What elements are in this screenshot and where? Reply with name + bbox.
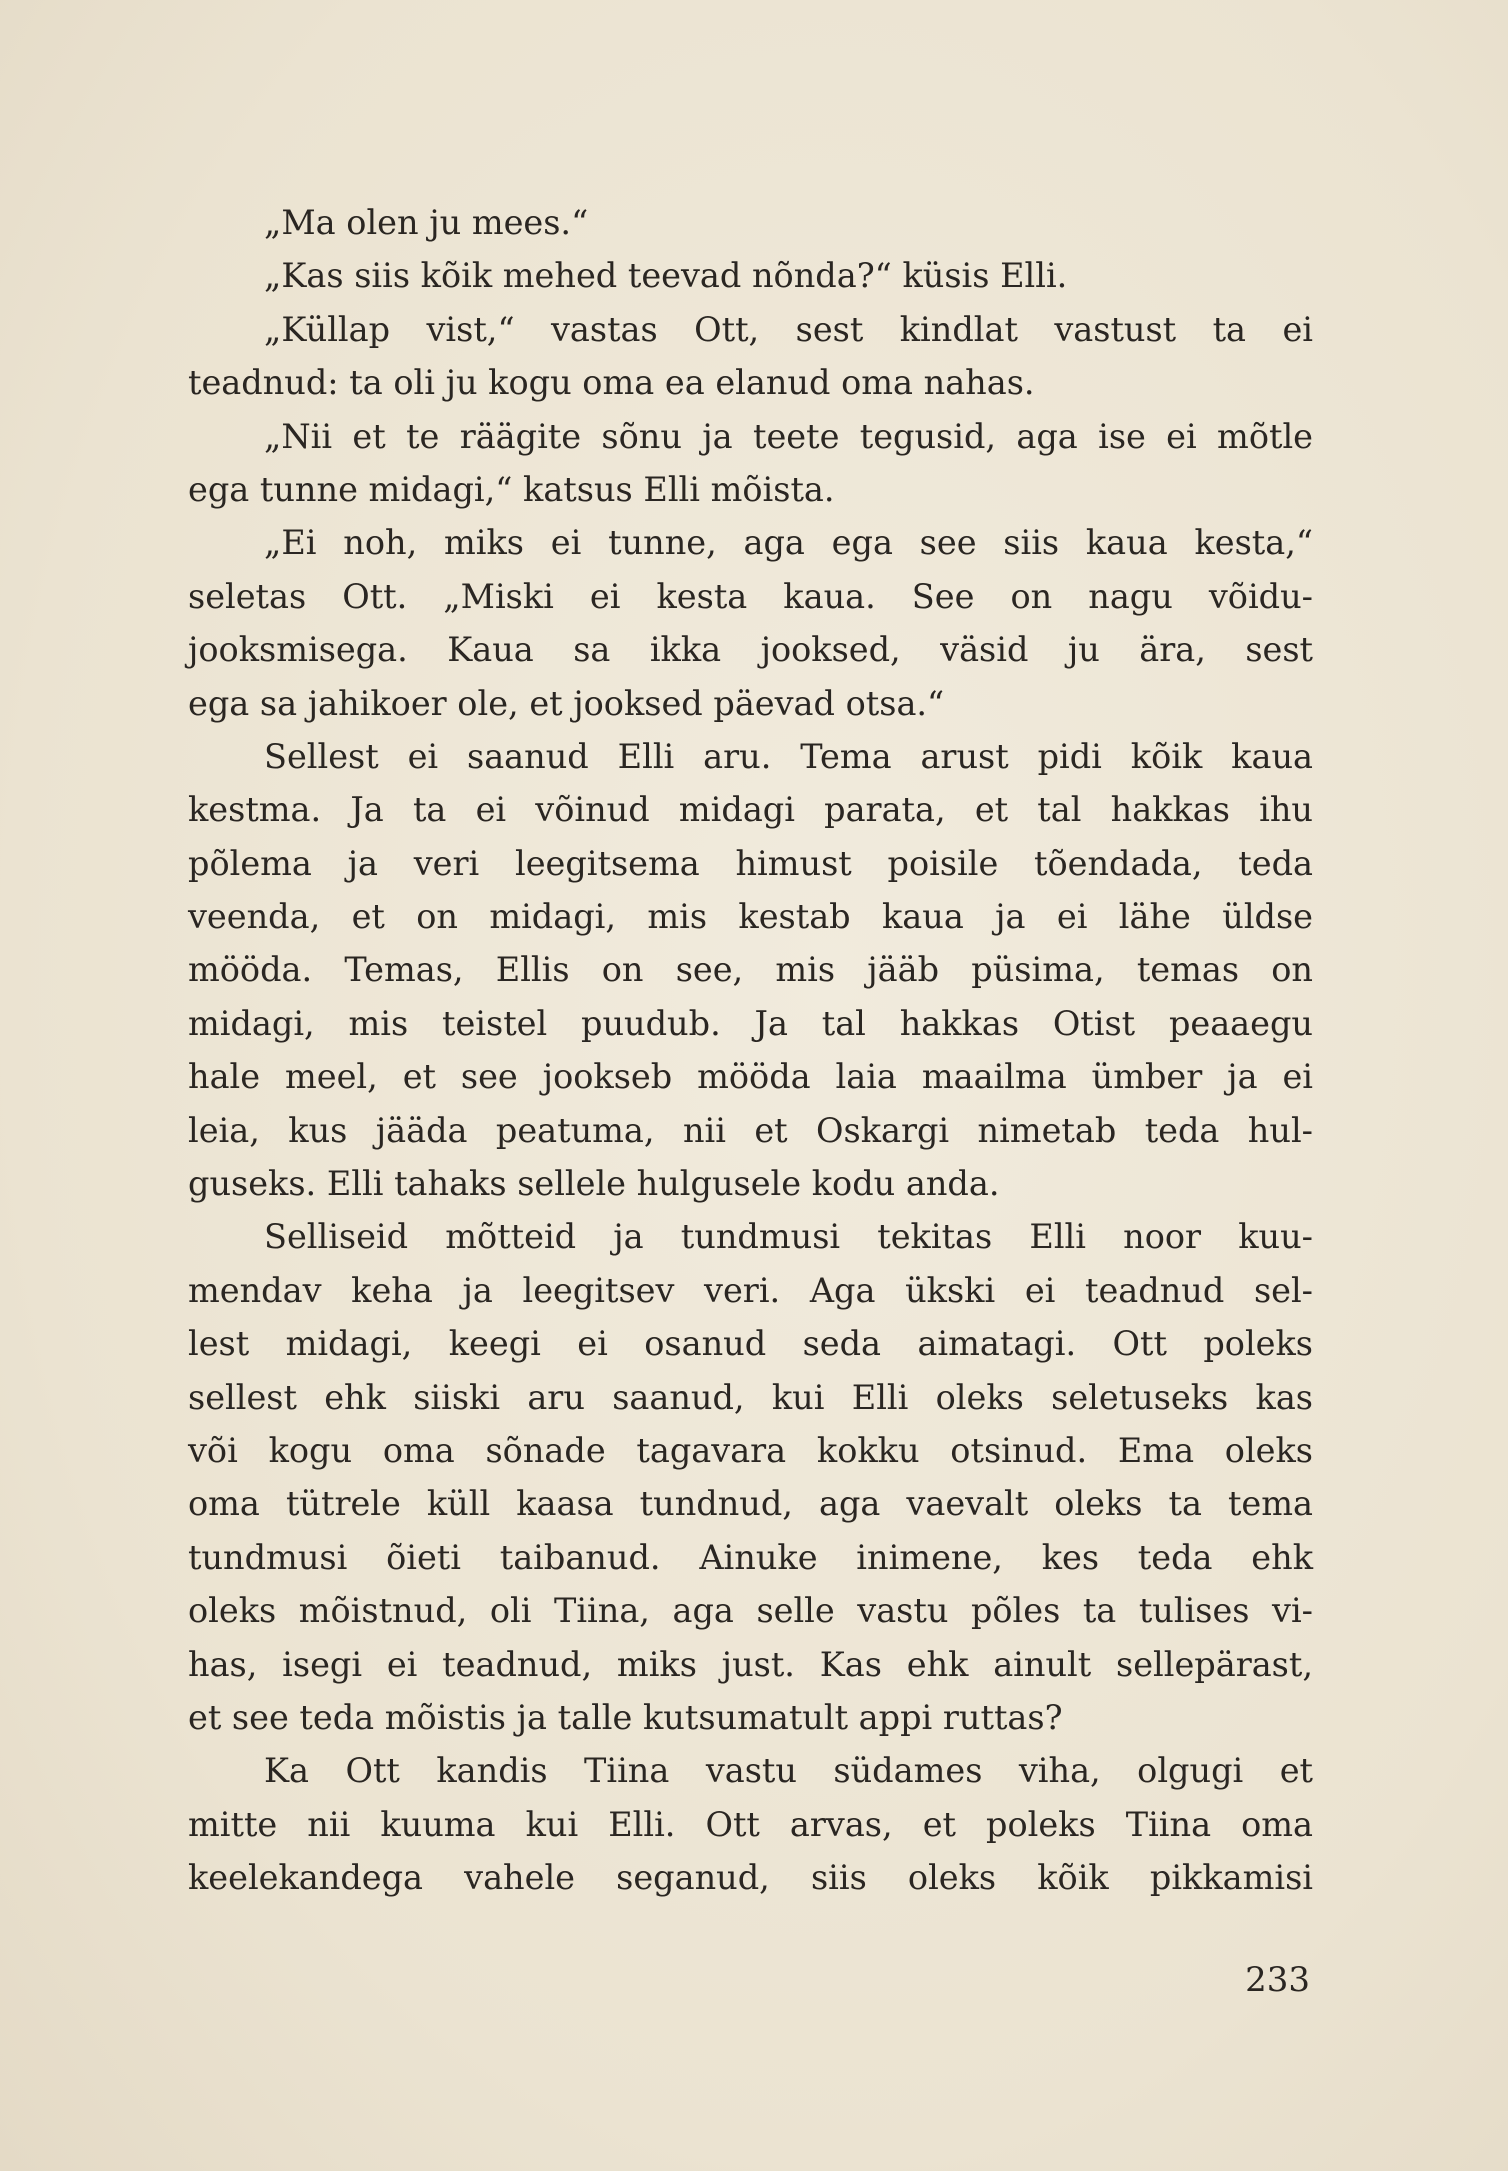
text-line: oma tütrele küll kaasa tundnud, aga vaevalt oleks ta tema [188,1484,1313,1524]
text-line: keelekandega vahele seganud, siis oleks kõik pikkamisi [188,1858,1313,1898]
text-line: jooksmisega. Kaua sa ikka jooksed, väsid ju ära, sest [188,630,1313,670]
text-line: Ka Ott kandis Tiina vastu südames viha, olgugi et [264,1751,1313,1791]
text-line: „Kas siis kõik mehed teevad nõnda?“ küsis Elli. [264,256,1068,296]
text-line: Sellest ei saanud Elli aru. Tema arust pidi kõik kaua [264,736,1313,776]
text-line: „Nii et te räägite sõnu ja teete tegusid, aga ise ei mõtle [264,416,1313,456]
text-line: mendav keha ja leegitsev veri. Aga ükski ei teadnud sel- [188,1270,1313,1310]
text-line: „Ma olen ju mees.“ [264,203,589,242]
text-line: seletas Ott. „Miski ei kesta kaua. See on nagu võidu- [188,576,1313,616]
page-number: 233 [1245,1960,1310,2000]
text-line: guseks. Elli tahaks sellele hulgusele kodu anda. [188,1164,1000,1204]
text-line: mitte nii kuuma kui Elli. Ott arvas, et poleks Tiina oma [188,1804,1313,1844]
text-line: hale meel, et see jookseb mööda laia maailma ümber ja ei [188,1057,1313,1097]
text-line: lest midagi, keegi ei osanud seda aimatagi. Ott poleks [188,1324,1313,1364]
text-line: sellest ehk siiski aru saanud, kui Elli oleks seletuseks kas [188,1377,1313,1417]
text-line: mööda. Temas, Ellis on see, mis jääb püsima, temas on [188,950,1313,990]
text-line: et see teda mõistis ja talle kutsumatult appi ruttas? [188,1697,1063,1737]
text-line: veenda, et on midagi, mis kestab kaua ja ei lähe üldse [188,897,1313,937]
text-line: kestma. Ja ta ei võinud midagi parata, et tal hakkas ihu [188,790,1313,830]
text-line: „Ei noh, miks ei tunne, aga ega see siis kaua kesta,“ [264,523,1313,563]
text-line: oleks mõistnud, oli Tiina, aga selle vastu põles ta tulises vi- [188,1591,1313,1631]
text-line: ega sa jahikoer ole, et jooksed päevad otsa.“ [188,683,945,723]
text-line: leia, kus jääda peatuma, nii et Oskargi nimetab teda hul- [188,1110,1313,1150]
text-line: „Küllap vist,“ vastas Ott, sest kindlat vastust ta ei [264,309,1313,349]
text-line: teadnud: ta oli ju kogu oma ea elanud oma nahas. [188,363,1035,403]
text-line: midagi, mis teistel puudub. Ja tal hakkas Otist peaaegu [188,1003,1313,1043]
text-line: has, isegi ei teadnud, miks just. Kas ehk ainult sellepärast, [188,1644,1313,1684]
text-line: tundmusi õieti taibanud. Ainuke inimene, kes teda ehk [188,1537,1313,1577]
text-line: Selliseid mõtteid ja tundmusi tekitas Elli noor kuu- [264,1217,1313,1257]
text-line: põlema ja veri leegitsema himust poisile tõendada, teda [188,843,1313,883]
text-line: või kogu oma sõnade tagavara kokku otsinud. Ema oleks [188,1430,1313,1470]
body-text [188,196,1313,1905]
text-line: ega tunne midagi,“ katsus Elli mõista. [188,469,835,509]
